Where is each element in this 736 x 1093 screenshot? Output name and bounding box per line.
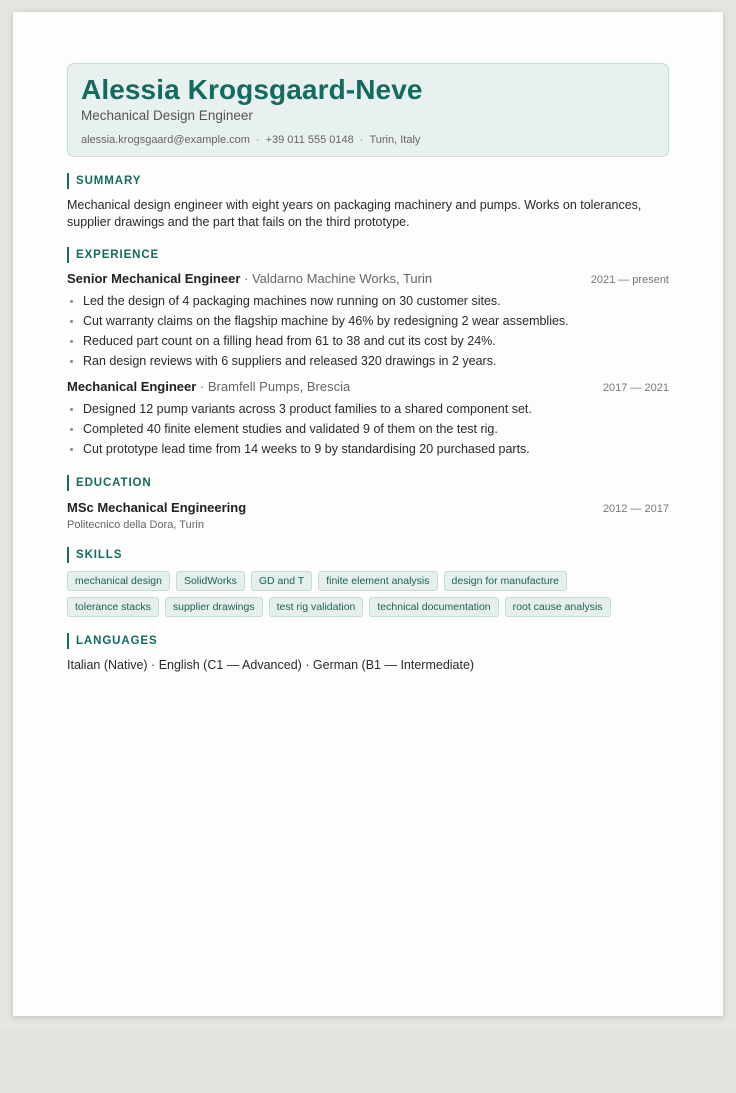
skill-chip: SolidWorks xyxy=(176,571,245,591)
education-section xyxy=(67,475,669,531)
contact-line xyxy=(81,133,655,147)
experience-section xyxy=(67,247,669,459)
job-bullet: • Designed 12 pump variants across 3 product families to a shared component set. xyxy=(83,399,669,419)
job-title: Mechanical Engineer xyxy=(67,379,197,394)
section-title-languages: LANGUAGES xyxy=(67,633,669,649)
job-bullet: • Led the design of 4 packaging machines now running on 30 customer sites. xyxy=(83,291,669,311)
education-degree: MSc Mechanical Engineering xyxy=(67,500,247,515)
skill-chip: supplier drawings xyxy=(165,597,263,617)
skill-chip: technical documentation xyxy=(369,597,498,617)
section-title-summary: SUMMARY xyxy=(67,173,669,189)
job-heading xyxy=(67,378,350,396)
candidate-name: Alessia Krogsgaard-Neve xyxy=(81,74,423,105)
job-bullets xyxy=(67,291,669,371)
resume-content xyxy=(67,63,669,674)
job-organization: · Valdarno Machine Works, Turin xyxy=(240,271,433,286)
job-dates: 2021 — present xyxy=(590,274,669,286)
job-bullets xyxy=(67,399,669,459)
header-card xyxy=(67,63,669,157)
contact-separator: · xyxy=(255,134,260,146)
job-bullet: • Cut warranty claims on the flagship machine by 46% by redesigning 2 wear assemblies. xyxy=(83,311,669,331)
skills-section xyxy=(67,547,669,617)
languages-section xyxy=(67,633,669,674)
background-band xyxy=(0,1028,736,1093)
skill-chip: root cause analysis xyxy=(505,597,611,617)
job-bullet: • Reduced part count on a filling head from 61 to 38 and cut its cost by 24%. xyxy=(83,331,669,351)
skill-chip: GD and T xyxy=(251,571,312,591)
section-title-skills: SKILLS xyxy=(67,547,669,563)
contact-email[interactable]: alessia.krogsgaard@example.com xyxy=(81,134,250,146)
job-entry xyxy=(67,378,669,459)
education-dates: 2012 — 2017 xyxy=(602,503,669,515)
job-header xyxy=(67,378,669,397)
section-title-education: EDUCATION xyxy=(67,475,669,491)
skill-chip: tolerance stacks xyxy=(67,597,159,617)
job-title: Senior Mechanical Engineer xyxy=(67,271,241,286)
summary-section xyxy=(67,173,669,231)
education-header xyxy=(67,499,669,518)
skills-list xyxy=(67,571,647,617)
candidate-role: Mechanical Design Engineer xyxy=(81,108,253,123)
job-header xyxy=(67,270,669,289)
skill-chip: test rig validation xyxy=(269,597,364,617)
job-dates: 2017 — 2021 xyxy=(602,382,669,394)
contact-location: Turin, Italy xyxy=(369,134,421,146)
resume-page xyxy=(13,12,723,1016)
skill-chip: design for manufacture xyxy=(444,571,567,591)
contact-phone[interactable]: +39 011 555 0148 xyxy=(265,134,354,146)
section-title-experience: EXPERIENCE xyxy=(67,247,669,263)
summary-text: Mechanical design engineer with eight years on packaging machinery and pumps. Works on tolerances, supplier drawings and the part that fails on the third prototype. xyxy=(67,198,642,229)
job-organization: · Bramfell Pumps, Brescia xyxy=(196,379,351,394)
skill-chip: mechanical design xyxy=(67,571,170,591)
education-school: Politecnico della Dora, Turin xyxy=(67,519,204,531)
job-bullet: • Completed 40 finite element studies and validated 9 of them on the test rig. xyxy=(83,419,669,439)
job-bullet: • Ran design reviews with 6 suppliers and released 320 drawings in 2 years. xyxy=(83,351,669,371)
contact-separator: · xyxy=(359,134,364,146)
job-heading xyxy=(67,270,432,288)
skill-chip: finite element analysis xyxy=(318,571,437,591)
job-bullet: • Cut prototype lead time from 14 weeks to 9 by standardising 20 purchased parts. xyxy=(83,439,669,459)
languages-text: Italian (Native) · English (C1 — Advanced) · German (B1 — Intermediate) xyxy=(67,658,475,672)
job-entry xyxy=(67,270,669,371)
